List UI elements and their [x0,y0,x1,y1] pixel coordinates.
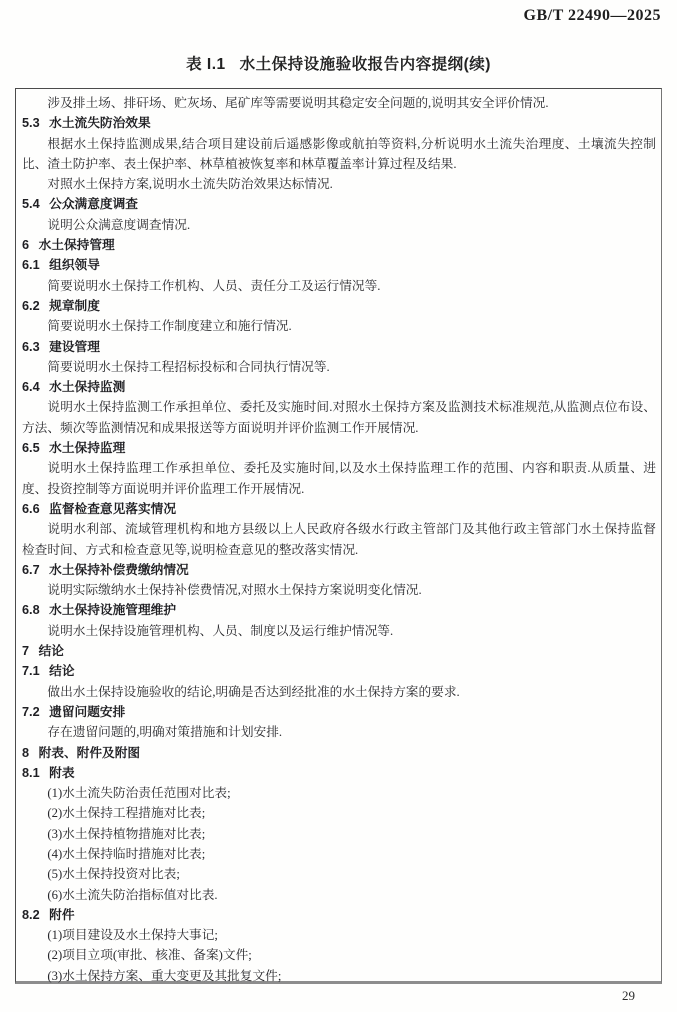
clause-title: 建设管理 [49,339,100,354]
clause-heading [22,763,656,783]
clause-heading [22,641,656,661]
paragraph: 简要说明水土保持工作机构、人员、责任分工及运行情况等. [47,278,381,293]
clause-heading [22,438,656,458]
clause-number: 7.1 [22,664,40,679]
paragraph: 简要说明水土保持工程招标投标和合同执行情况等. [47,359,330,374]
clause-heading [22,235,656,255]
paragraph: 说明公众满意度调查情况. [47,217,191,232]
clause-heading [22,743,656,763]
clause-heading [22,296,656,316]
list-item: (2)项目立项(审批、核准、备案)文件; [47,948,252,963]
clause-title: 公众满意度调查 [49,197,138,212]
clause-title: 水土保持监理 [49,441,126,456]
paragraph: 说明水土保持监理工作承担单位、委托及实施时间,以及水土保持监理工作的范围、内容和职责.从质量、进度、投资控制等方面说明并评价监理工作开展情况. [22,461,656,496]
clause-heading [22,194,656,214]
list-item: (4)水土保持临时措施对比表; [47,846,206,861]
paragraph: 说明水土保持监测工作承担单位、委托及实施时间.对照水土保持方案及监测技术标准规范,从监测点位布设、方法、频次等监测情况和成果报送等方面说明并评价监测工作开展情况. [22,400,656,435]
list-item: (1)项目建设及水土保持大事记; [47,928,218,943]
clause-title: 结论 [49,664,75,679]
clause-heading [22,702,656,722]
clause-number: 8.2 [22,907,40,922]
list-item: (1)水土流失防治责任范围对比表; [47,786,231,801]
clause-number: 6.7 [22,562,40,577]
clause-number: 7.2 [22,704,40,719]
clause-number: 5.3 [22,116,40,131]
clause-title: 附件 [49,907,75,922]
paragraph: 涉及排土场、排矸场、贮灰场、尾矿库等需要说明其稳定安全问题的,说明其安全评价情况. [47,96,549,110]
clause-number: 6.6 [22,501,40,516]
clause-heading [22,560,656,580]
table-label: 表 I.1 [186,56,226,73]
clause-title: 水土保持设施管理维护 [49,603,177,618]
clause-heading [22,337,656,357]
clause-title: 附表 [49,765,75,780]
list-item: (6)水土流失防治指标值对比表. [47,887,218,902]
paragraph: 简要说明水土保持工作制度建立和施行情况. [47,319,292,334]
paragraph: 说明水土保持设施管理机构、人员、制度以及运行维护情况等. [47,623,394,638]
paragraph: 存在遗留问题的,明确对策措施和计划安排. [47,725,283,740]
clause-number: 6.1 [22,258,40,273]
clause-number: 8 [22,745,30,760]
outline-content [22,93,656,986]
clause-heading [22,661,656,681]
clause-heading [22,499,656,519]
clause-number: 6.2 [22,298,40,313]
page-number: 29 [622,988,635,1003]
clause-title: 结论 [38,644,64,659]
paragraph: 根据水土保持监测成果,结合项目建设前后遥感影像或航拍等资料,分析说明水土流失治理度、土壤流失控制比、渣土防护率、表土保护率、林草植被恢复率和林草覆盖率计算过程及结果. [22,136,656,171]
clause-title: 水土保持管理 [38,238,115,253]
clause-heading [22,905,656,925]
paragraph: 说明实际缴纳水土保持补偿费情况,对照水土保持方案说明变化情况. [47,583,422,598]
clause-title: 组织领导 [49,258,100,273]
clause-title: 水土保持补偿费缴纳情况 [49,562,189,577]
clause-number: 7 [22,644,30,659]
clause-number: 8.1 [22,765,40,780]
clause-number: 6.8 [22,603,40,618]
clause-number: 6.4 [22,380,40,395]
clause-number: 6.5 [22,441,40,456]
list-item: (5)水土保持投资对比表; [47,867,180,882]
clause-number: 6 [22,238,30,253]
outline-table-box [15,88,662,984]
clause-title: 监督检查意见落实情况 [49,501,177,516]
clause-title: 水土流失防治效果 [49,116,151,131]
clause-title: 水土保持监测 [49,380,126,395]
paragraph: 做出水土保持设施验收的结论,明确是否达到经批准的水土保持方案的要求. [47,684,460,699]
clause-title: 规章制度 [49,298,100,313]
clause-heading [22,600,656,620]
clause-number: 5.4 [22,197,40,212]
list-item: (3)水土保持方案、重大变更及其批复文件; [47,968,282,983]
clause-heading [22,255,656,275]
clause-title: 附表、附件及附图 [38,745,141,760]
paragraph: 对照水土保持方案,说明水土流失防治效果达标情况. [47,177,333,192]
list-item: (2)水土保持工程措施对比表; [47,806,206,821]
clause-heading [22,113,656,133]
clause-heading [22,377,656,397]
clause-number: 6.3 [22,339,40,354]
paragraph: 说明水利部、流域管理机构和地方县级以上人民政府各级水行政主管部门及其他行政主管部门水土保持监督检查时间、方式和检查意见等,说明检查意见的整改落实情况. [22,522,656,557]
table-caption [0,52,677,74]
clause-title: 遗留问题安排 [49,704,126,719]
table-title: 水土保持设施验收报告内容提纲(续) [239,56,491,73]
standard-code: GB/T 22490—2025 [523,7,661,24]
list-item: (3)水土保持植物措施对比表; [47,826,206,841]
